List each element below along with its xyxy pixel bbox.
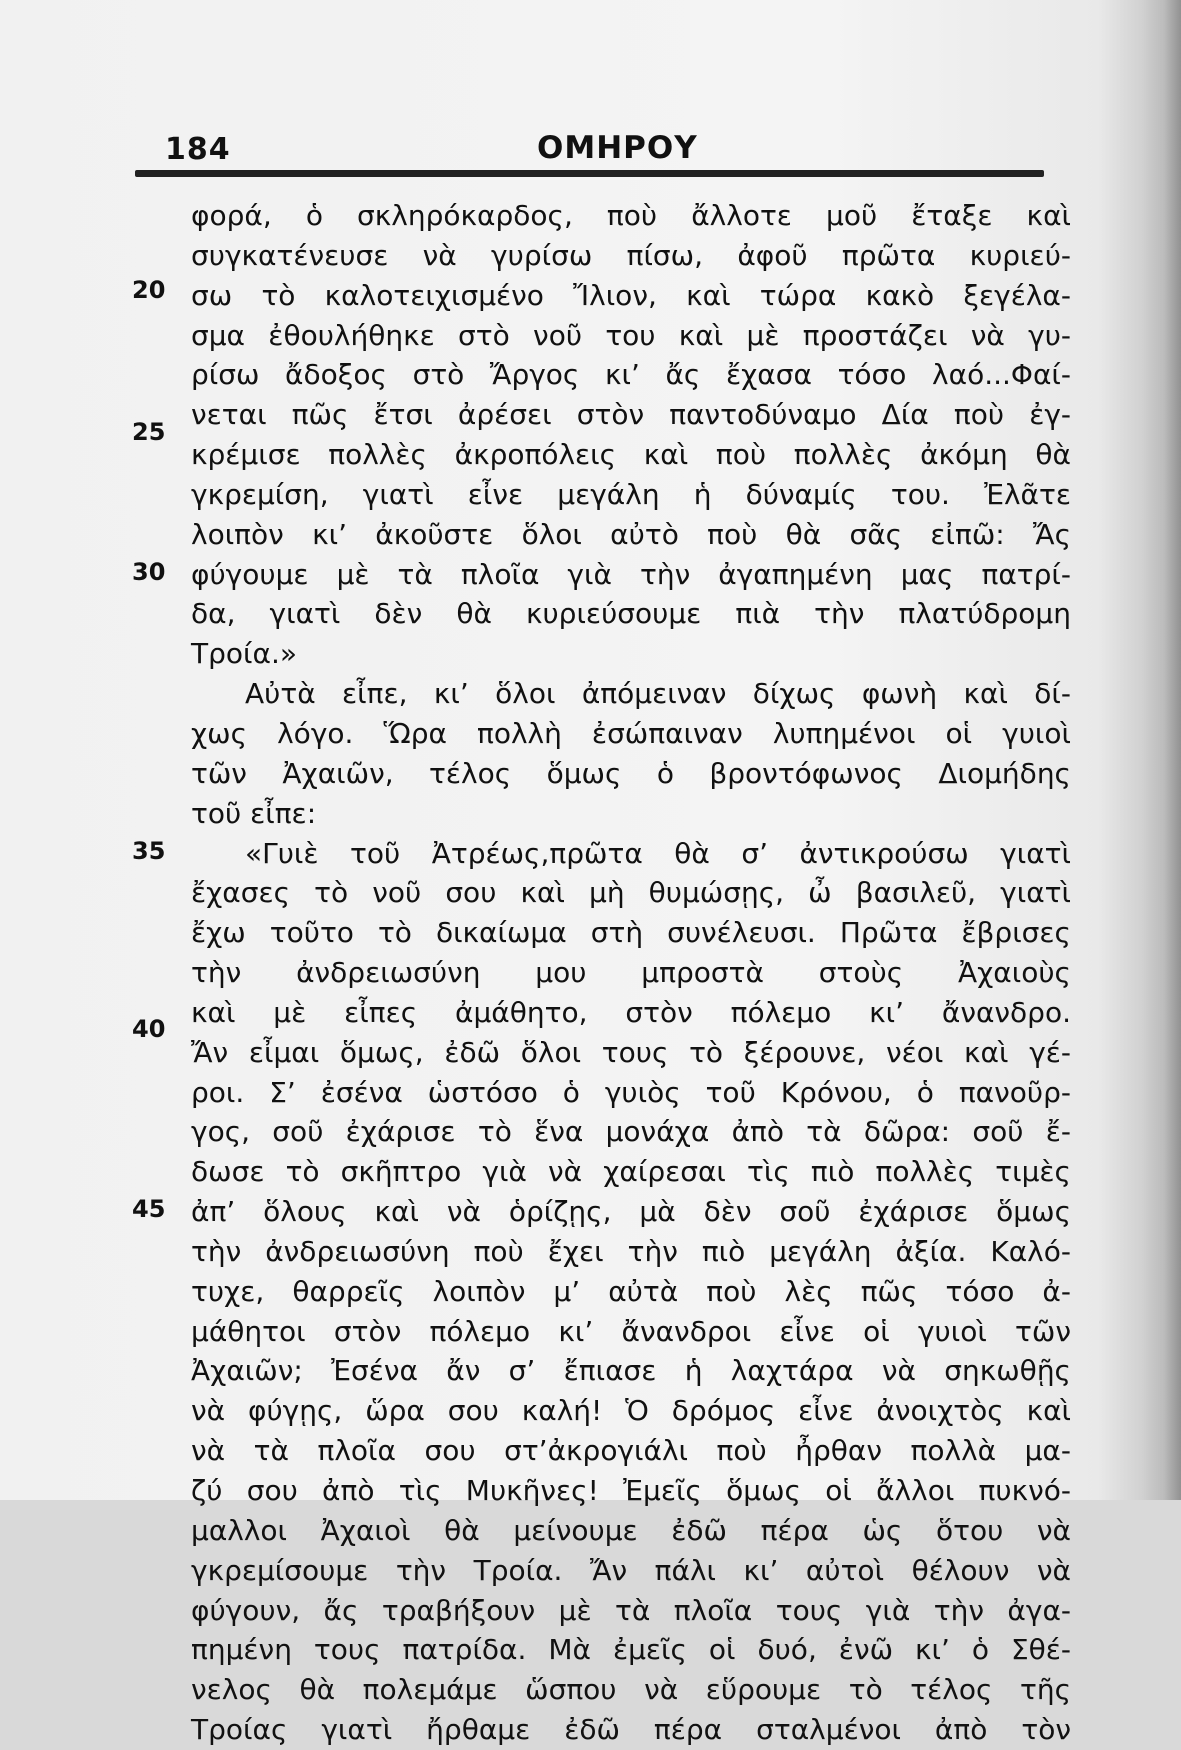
- text-line: μαλλοι Ἀχαιοὶ θὰ μείνουμε ἐδῶ πέρα ὡς ὅτου νὰ: [191, 1513, 1071, 1547]
- text-line: Τροία.»: [191, 637, 297, 671]
- text-line: φορά, ὁ σκληρόκαρδος, ποὺ ἄλλοτε μοῦ ἔταξε καὶ: [191, 199, 1071, 232]
- text-line: Τροίας γιατὶ ἤρθαμε ἐδῶ πέρα σταλμένοι ἀπὸ τὸν: [191, 1713, 1071, 1747]
- text-line: σμα ἐθουλήθηκε στὸ νοῦ του καὶ μὲ προστάζει νὰ γυ-: [191, 318, 1071, 352]
- line-number-45: 45: [132, 1195, 166, 1223]
- text-line: Αὐτὰ εἶπε, κι’ ὅλοι ἀπόμειναν δίχως φωνὴ καὶ δί-: [245, 677, 1071, 711]
- text-line: κρέμισε πολλὲς ἀκροπόλεις καὶ ποὺ πολλὲς ἀκόμη θὰ: [191, 438, 1071, 472]
- text-line: «Γυιὲ τοῦ Ἀτρέως,πρῶτα θὰ σ’ ἀντικρούσω γιατὶ: [245, 836, 1071, 870]
- text-line: συγκατένευσε νὰ γυρίσω πίσω, ἀφοῦ πρῶτα κυριεύ-: [191, 238, 1071, 272]
- text-line: ροι. Σ’ ἐσένα ὡστόσο ὁ γυιὸς τοῦ Κρόνου, ὁ πανοῦρ-: [191, 1075, 1071, 1109]
- line-number-25: 25: [132, 418, 166, 446]
- text-line: χως λόγο. Ὥρα πολλὴ ἐσώπαιναν λυπημένοι οἱ γυιοὶ: [191, 716, 1071, 750]
- text-line: τῶν Ἀχαιῶν, τέλος ὅμως ὁ βροντόφωνος Διομήδης: [191, 756, 1071, 790]
- line-number-35: 35: [132, 837, 166, 865]
- text-line: τυχε, θαρρεῖς λοιπὸν μ’ αὐτὰ ποὺ λὲς πῶς τόσο ἀ-: [191, 1274, 1071, 1308]
- text-line: ἔχω τοῦτο τὸ δικαίωμα στὴ συνέλευσι. Πρῶτα ἔβρισες: [191, 916, 1071, 950]
- text-line: νὰ τὰ πλοῖα σου στ’ἀκρογιάλι ποὺ ἦρθαν πολλὰ μα-: [191, 1434, 1071, 1468]
- line-number-30: 30: [132, 558, 166, 586]
- text-line: Ἄν εἶμαι ὅμως, ἐδῶ ὅλοι τους τὸ ξέρουνε, νέοι καὶ γέ-: [191, 1035, 1071, 1069]
- text-line: νεται πῶς ἔτσι ἀρέσει στὸν παντοδύναμο Δία ποὺ ἐγ-: [191, 398, 1071, 432]
- text-line: φύγουν, ἄς τραβήξουν μὲ τὰ πλοῖα τους γιὰ τὴν ἀγα-: [191, 1593, 1071, 1627]
- running-head: ΟΜΗΡΟΥ: [537, 130, 698, 166]
- text-line: τὴν ἀνδρειωσύνη μου μπροστὰ στοὺς Ἀχαιοὺς: [191, 956, 1071, 990]
- page-number: 184: [165, 132, 231, 167]
- text-line: γος, σοῦ ἐχάρισε τὸ ἕνα μονάχα ἀπὸ τὰ δῶρα: σοῦ ἔ-: [191, 1115, 1071, 1149]
- page-header: [165, 128, 1045, 168]
- text-line: ζύ σου ἀπὸ τὶς Μυκῆνες! Ἐμεῖς ὅμως οἱ ἄλλοι πυκνό-: [191, 1474, 1071, 1507]
- text-line: σω τὸ καλοτειχισμένο Ἴλιον, καὶ τώρα κακὸ ξεγέλα-: [191, 278, 1071, 312]
- text-line: Ἀχαιῶν; Ἐσένα ἄν σ’ ἔπιασε ἡ λαχτάρα νὰ σηκωθῇς: [191, 1354, 1071, 1388]
- line-number-40: 40: [132, 1015, 166, 1043]
- text-line: δα, γιατὶ δὲν θὰ κυριεύσουμε πιὰ τὴν πλατύδρομη: [191, 597, 1071, 631]
- page-edge-shadow: [1143, 0, 1181, 1500]
- text-line: τὴν ἀνδρειωσύνη ποὺ ἔχει τὴν πιὸ μεγάλη ἀξία. Καλό-: [191, 1234, 1071, 1268]
- text-line: φύγουμε μὲ τὰ πλοῖα γιὰ τὴν ἀγαπημένη μας πατρί-: [191, 557, 1071, 591]
- text-line: πημένη τους πατρίδα. Μὰ ἐμεῖς οἱ δυό, ἐνῶ κι’ ὁ Σθέ-: [191, 1633, 1071, 1667]
- text-line: νὰ φύγῃς, ὥρα σου καλή! Ὁ δρόμος εἶνε ἀνοιχτὸς καὶ: [191, 1394, 1071, 1428]
- line-number-20: 20: [132, 276, 166, 304]
- text-line: καὶ μὲ εἶπες ἀμάθητο, στὸν πόλεμο κι’ ἄνανδρο.: [191, 995, 1071, 1029]
- text-line: ρίσω ἄδοξος στὸ Ἄργος κι’ ἄς ἔχασα τόσο λαό...Φαί-: [191, 358, 1071, 392]
- text-line: ἀπ’ ὅλους καὶ νὰ ὁρίζῃς, μὰ δὲν σοῦ ἐχάρισε ὅμως: [191, 1195, 1071, 1229]
- text-line: γκρεμίσουμε τὴν Τροία. Ἄν πάλι κι’ αὐτοὶ θέλουν νὰ: [191, 1553, 1071, 1587]
- text-line: λοιπὸν κι’ ἀκοῦστε ὅλοι αὐτὸ ποὺ θὰ σᾶς εἰπῶ: Ἄς: [191, 517, 1071, 551]
- text-line: δωσε τὸ σκῆπτρο γιὰ νὰ χαίρεσαι τὶς πιὸ πολλὲς τιμὲς: [191, 1155, 1071, 1189]
- text-line: ἔχασες τὸ νοῦ σου καὶ μὴ θυμώσῃς, ὦ βασιλεῦ, γιατὶ: [191, 876, 1071, 910]
- text-line: μάθητοι στὸν πόλεμο κι’ ἄνανδροι εἶνε οἱ γυιοὶ τῶν: [191, 1314, 1071, 1348]
- body-text: [191, 196, 1071, 1750]
- text-line: γκρεμίση, γιατὶ εἶνε μεγάλη ἡ δύναμίς του. Ἐλᾶτε: [191, 477, 1071, 511]
- header-rule: [135, 170, 1044, 177]
- text-line: τοῦ εἶπε:: [191, 796, 317, 830]
- text-line: νελος θὰ πολεμάμε ὥσπου νὰ εὕρουμε τὸ τέλος τῆς: [191, 1673, 1071, 1707]
